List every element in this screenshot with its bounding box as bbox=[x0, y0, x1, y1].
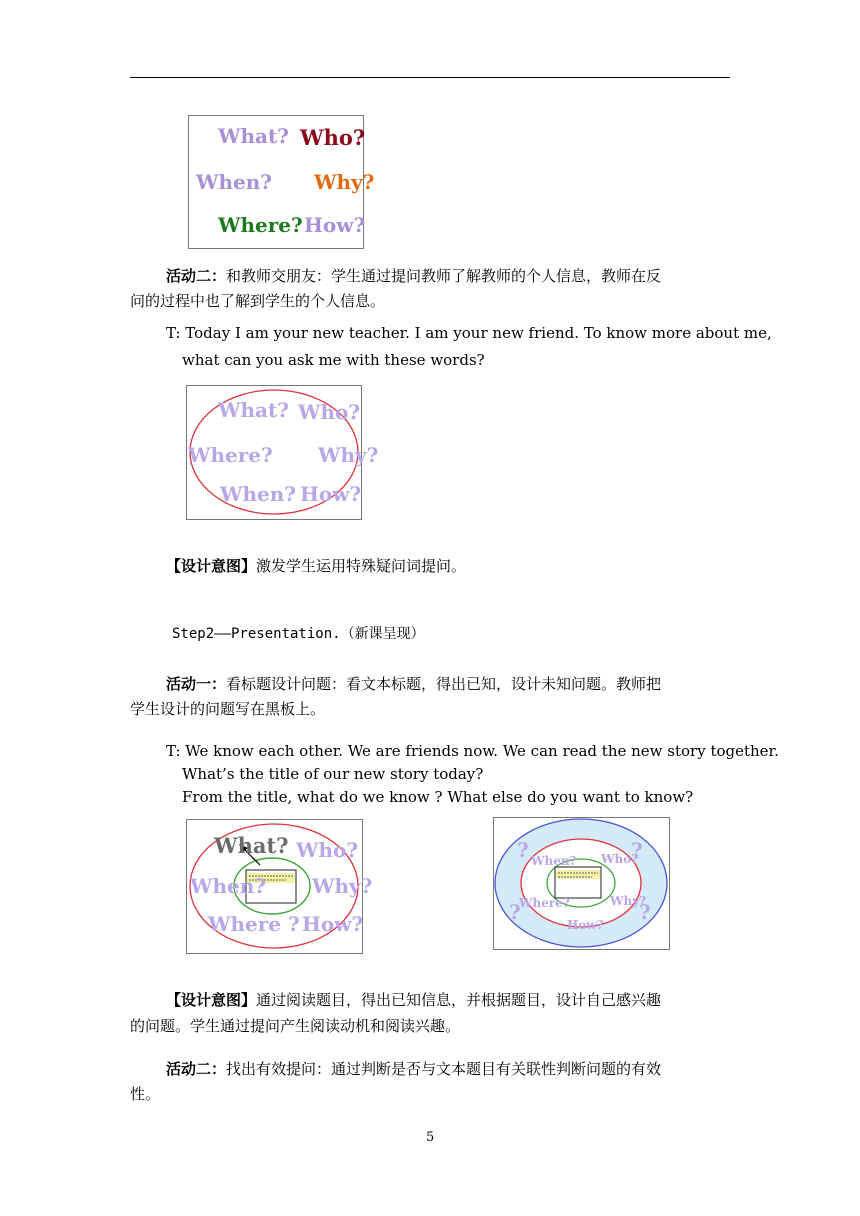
word-what: What? bbox=[214, 833, 289, 858]
word-what: What? bbox=[218, 398, 289, 422]
question-ring-figure bbox=[493, 817, 670, 950]
word-how: How? bbox=[304, 213, 366, 237]
question-mark: ? bbox=[639, 900, 651, 924]
question-words-figure bbox=[188, 115, 375, 249]
header-rule bbox=[130, 77, 730, 78]
word-who: Who? bbox=[298, 400, 361, 424]
word-where: Where ? bbox=[208, 912, 300, 936]
word-when: When? bbox=[531, 854, 577, 868]
word-why: Why? bbox=[610, 894, 647, 908]
teacher2-line3: From the title, what do we know ? What else do you want to know? bbox=[182, 788, 694, 806]
activity1-line1: 活动一：看标题设计问题：看文本标题，得出已知，设计未知问题。教师把 bbox=[166, 675, 662, 693]
word-what: What? bbox=[218, 124, 289, 148]
activity2-line2: 问的过程中也了解到学生的个人信息。 bbox=[130, 292, 386, 310]
word-when: When? bbox=[196, 170, 272, 194]
word-why: Why? bbox=[312, 874, 373, 898]
step2-heading: Step2——Presentation.（新课呈现） bbox=[172, 626, 425, 642]
activity2b-line2: 性。 bbox=[130, 1085, 161, 1103]
word-who: Who? bbox=[300, 125, 366, 150]
word-why: Why? bbox=[314, 170, 375, 194]
design-intent-1: 【设计意图】激发学生运用特殊疑问词提问。 bbox=[166, 557, 467, 575]
teacher2-line2: What’s the title of our new story today? bbox=[182, 765, 484, 783]
word-why: Why? bbox=[318, 443, 379, 467]
word-when: When? bbox=[190, 874, 266, 898]
word-where: Where? bbox=[188, 443, 273, 467]
design-intent-2-line1: 【设计意图】通过阅读题目，得出已知信息，并根据题目，设计自己感兴趣 bbox=[166, 991, 662, 1009]
question-mark: ? bbox=[517, 838, 529, 862]
word-who: Who? bbox=[601, 852, 639, 866]
teacher-line2: what can you ask me with these words? bbox=[182, 351, 485, 369]
teacher2-line1: T: We know each other. We are friends now. We can read the new story together. bbox=[166, 742, 779, 760]
activity2b-line1: 活动二：找出有效提问：通过判断是否与文本题目有关联性判断问题的有效 bbox=[166, 1060, 662, 1078]
word-where: Where? bbox=[519, 896, 570, 910]
word-when: When? bbox=[220, 482, 296, 506]
word-how: How? bbox=[567, 918, 604, 932]
design-intent-2-line2: 的问题。学生通过提问产生阅读动机和阅读兴趣。 bbox=[130, 1017, 461, 1035]
question-ellipse-figure bbox=[186, 385, 379, 520]
title-questions-figure bbox=[186, 819, 373, 954]
teacher-line1: T: Today I am your new teacher. I am your new friend. To know more about me, bbox=[166, 324, 772, 342]
activity2-line1: 活动二：和教师交朋友：学生通过提问教师了解教师的个人信息，教师在反 bbox=[166, 267, 662, 285]
question-mark: ? bbox=[509, 900, 521, 924]
word-how: How? bbox=[300, 482, 362, 506]
word-who: Who? bbox=[296, 838, 359, 862]
question-mark: ? bbox=[631, 838, 643, 862]
activity1-line2: 学生设计的问题写在黑板上。 bbox=[130, 700, 326, 718]
page-number: 5 bbox=[426, 1130, 435, 1145]
word-how: How? bbox=[302, 912, 364, 936]
word-where: Where? bbox=[218, 213, 303, 237]
